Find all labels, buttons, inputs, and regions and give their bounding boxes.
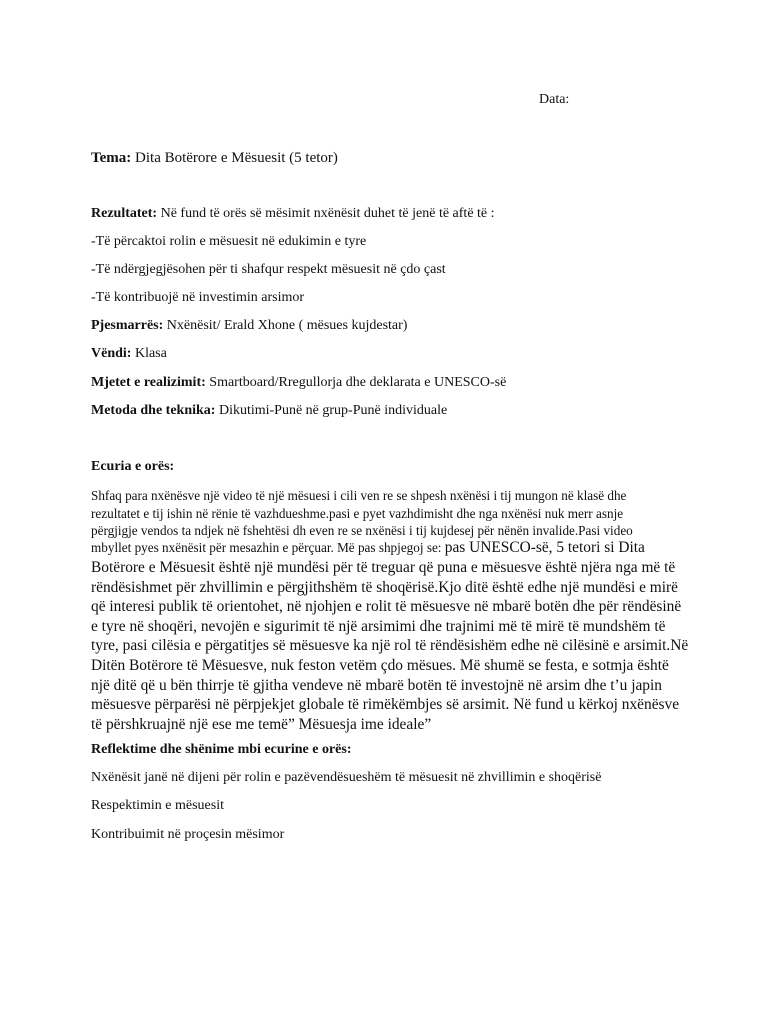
procedure-line-4 <box>91 538 645 558</box>
date-label: Data: <box>539 92 570 107</box>
procedure-paragraph-start <box>91 487 681 540</box>
results-value: Në fund të orës së mësimit nxënësit duhet të jenë të aftë të : <box>160 206 495 221</box>
location-label: Vëndi: <box>91 346 132 361</box>
topic-value: Dita Botërore e Mësuesit (5 tetor) <box>135 150 338 166</box>
objective-item-2: -Të ndërgjegjësohen për ti shafqur respekt mësuesit në çdo çast <box>91 262 446 277</box>
procedure-heading: Ecuria e orës: <box>91 459 175 474</box>
procedure-body-line: tyre, pasi cilësia e përgatitjes së mësuesve ka një rol të rëndësishëm edhe në cilësinë e arsimit.Në <box>91 637 689 655</box>
reflection-item-3: Kontribuimit në proçesin mësimor <box>91 827 285 842</box>
location-value: Klasa <box>134 346 167 361</box>
results-line <box>91 206 495 222</box>
location-line <box>91 346 167 362</box>
procedure-body-line: të përshkruajnë një ese me temë” Mësuesja ime ideale” <box>91 715 432 733</box>
procedure-body-line: një ditë që u bën thirrje të gjitha vendeve në mbarë botën të investojnë në arsim dhe t’u japin <box>91 676 662 694</box>
procedure-body-line: mësuesve përparësi në përpjekjet globale të rimëkëmbjes së arsimit. Në fund u kërkoj nxënësve <box>91 696 680 714</box>
methods-line <box>91 403 447 419</box>
participants-label: Pjesmarrës: <box>91 318 164 333</box>
reflection-item-2: Respektimin e mësuesit <box>91 798 224 813</box>
reflection-item-1: Nxënësit janë në dijeni për rolin e pazëvendësueshëm të mësuesit në zhvillimin e shoqërisë <box>91 770 602 785</box>
procedure-body-line: Botërore e Mësuesit është një mundësi për të treguar që puna e mësuesve është njëra nga më të <box>91 559 676 576</box>
procedure-line-3: përgjigje vendos ta ndjek në fshehtësi dh even re se nxënësi i tij kujdesej për nënën invalide.Pasi video <box>91 523 633 539</box>
procedure-line-1: Shfaq para nxënësve një video të një mësuesi i cili ven re se shpesh nxënësi i tij mungon në klasë dhe <box>91 488 627 503</box>
tools-line <box>91 375 506 391</box>
topic-label: Tema: <box>91 150 132 166</box>
topic-line <box>91 150 338 167</box>
procedure-body-line: e tyre në shoqëri, nevojën e sigurimit të një arsimimi dhe trajnimi më të mirë të mundshëm të <box>91 617 666 635</box>
results-label: Rezultatet: <box>91 206 158 221</box>
procedure-body-line: Ditën Botërore të Mësuesve, nuk feston vetëm çdo mësues. Më shumë se festa, e sotmja është <box>91 656 669 674</box>
methods-label: Metoda dhe teknika: <box>91 403 216 418</box>
tools-label: Mjetet e realizimit: <box>91 375 206 390</box>
participants-line <box>91 318 407 334</box>
objective-item-3: -Të kontribuojë në investimin arsimor <box>91 290 305 305</box>
procedure-paragraph-body <box>91 558 689 734</box>
procedure-line-2: rezultatet e tij ishin në rënie të vazhdueshme.pasi e pyet vazhdimisht dhe nga nxënësi nuk merr asnje <box>91 505 624 521</box>
tools-value: Smartboard/Rregullorja dhe deklarata e UNESCO-së <box>209 375 507 390</box>
participants-value: Nxënësit/ Erald Xhone ( mësues kujdestar) <box>166 318 408 333</box>
procedure-body-line: që interesi publik të orientohet, në njohjen e rolit të mësuesve në mbarë botën dhe për rëndësinë <box>91 598 682 616</box>
procedure-body-line: rëndësishmet për zhvillimin e përgjithshëm të shoqërisë.Kjo ditë është edhe një mundësi e mirë <box>91 578 678 596</box>
objective-item-1: -Të përcaktoi rolin e mësuesit në edukimin e tyre <box>91 234 367 249</box>
procedure-line-4-big: pas UNESCO-së, 5 tetori si Dita <box>444 539 645 556</box>
reflection-heading: Reflektime dhe shënime mbi ecurine e orës: <box>91 742 352 757</box>
methods-value: Dikutimi-Punë në grup-Punë individuale <box>218 403 448 418</box>
procedure-line-4-small: mbyllet pyes nxënësit për mesazhin e përçuar. Më pas shpjegoj se: <box>91 540 445 555</box>
